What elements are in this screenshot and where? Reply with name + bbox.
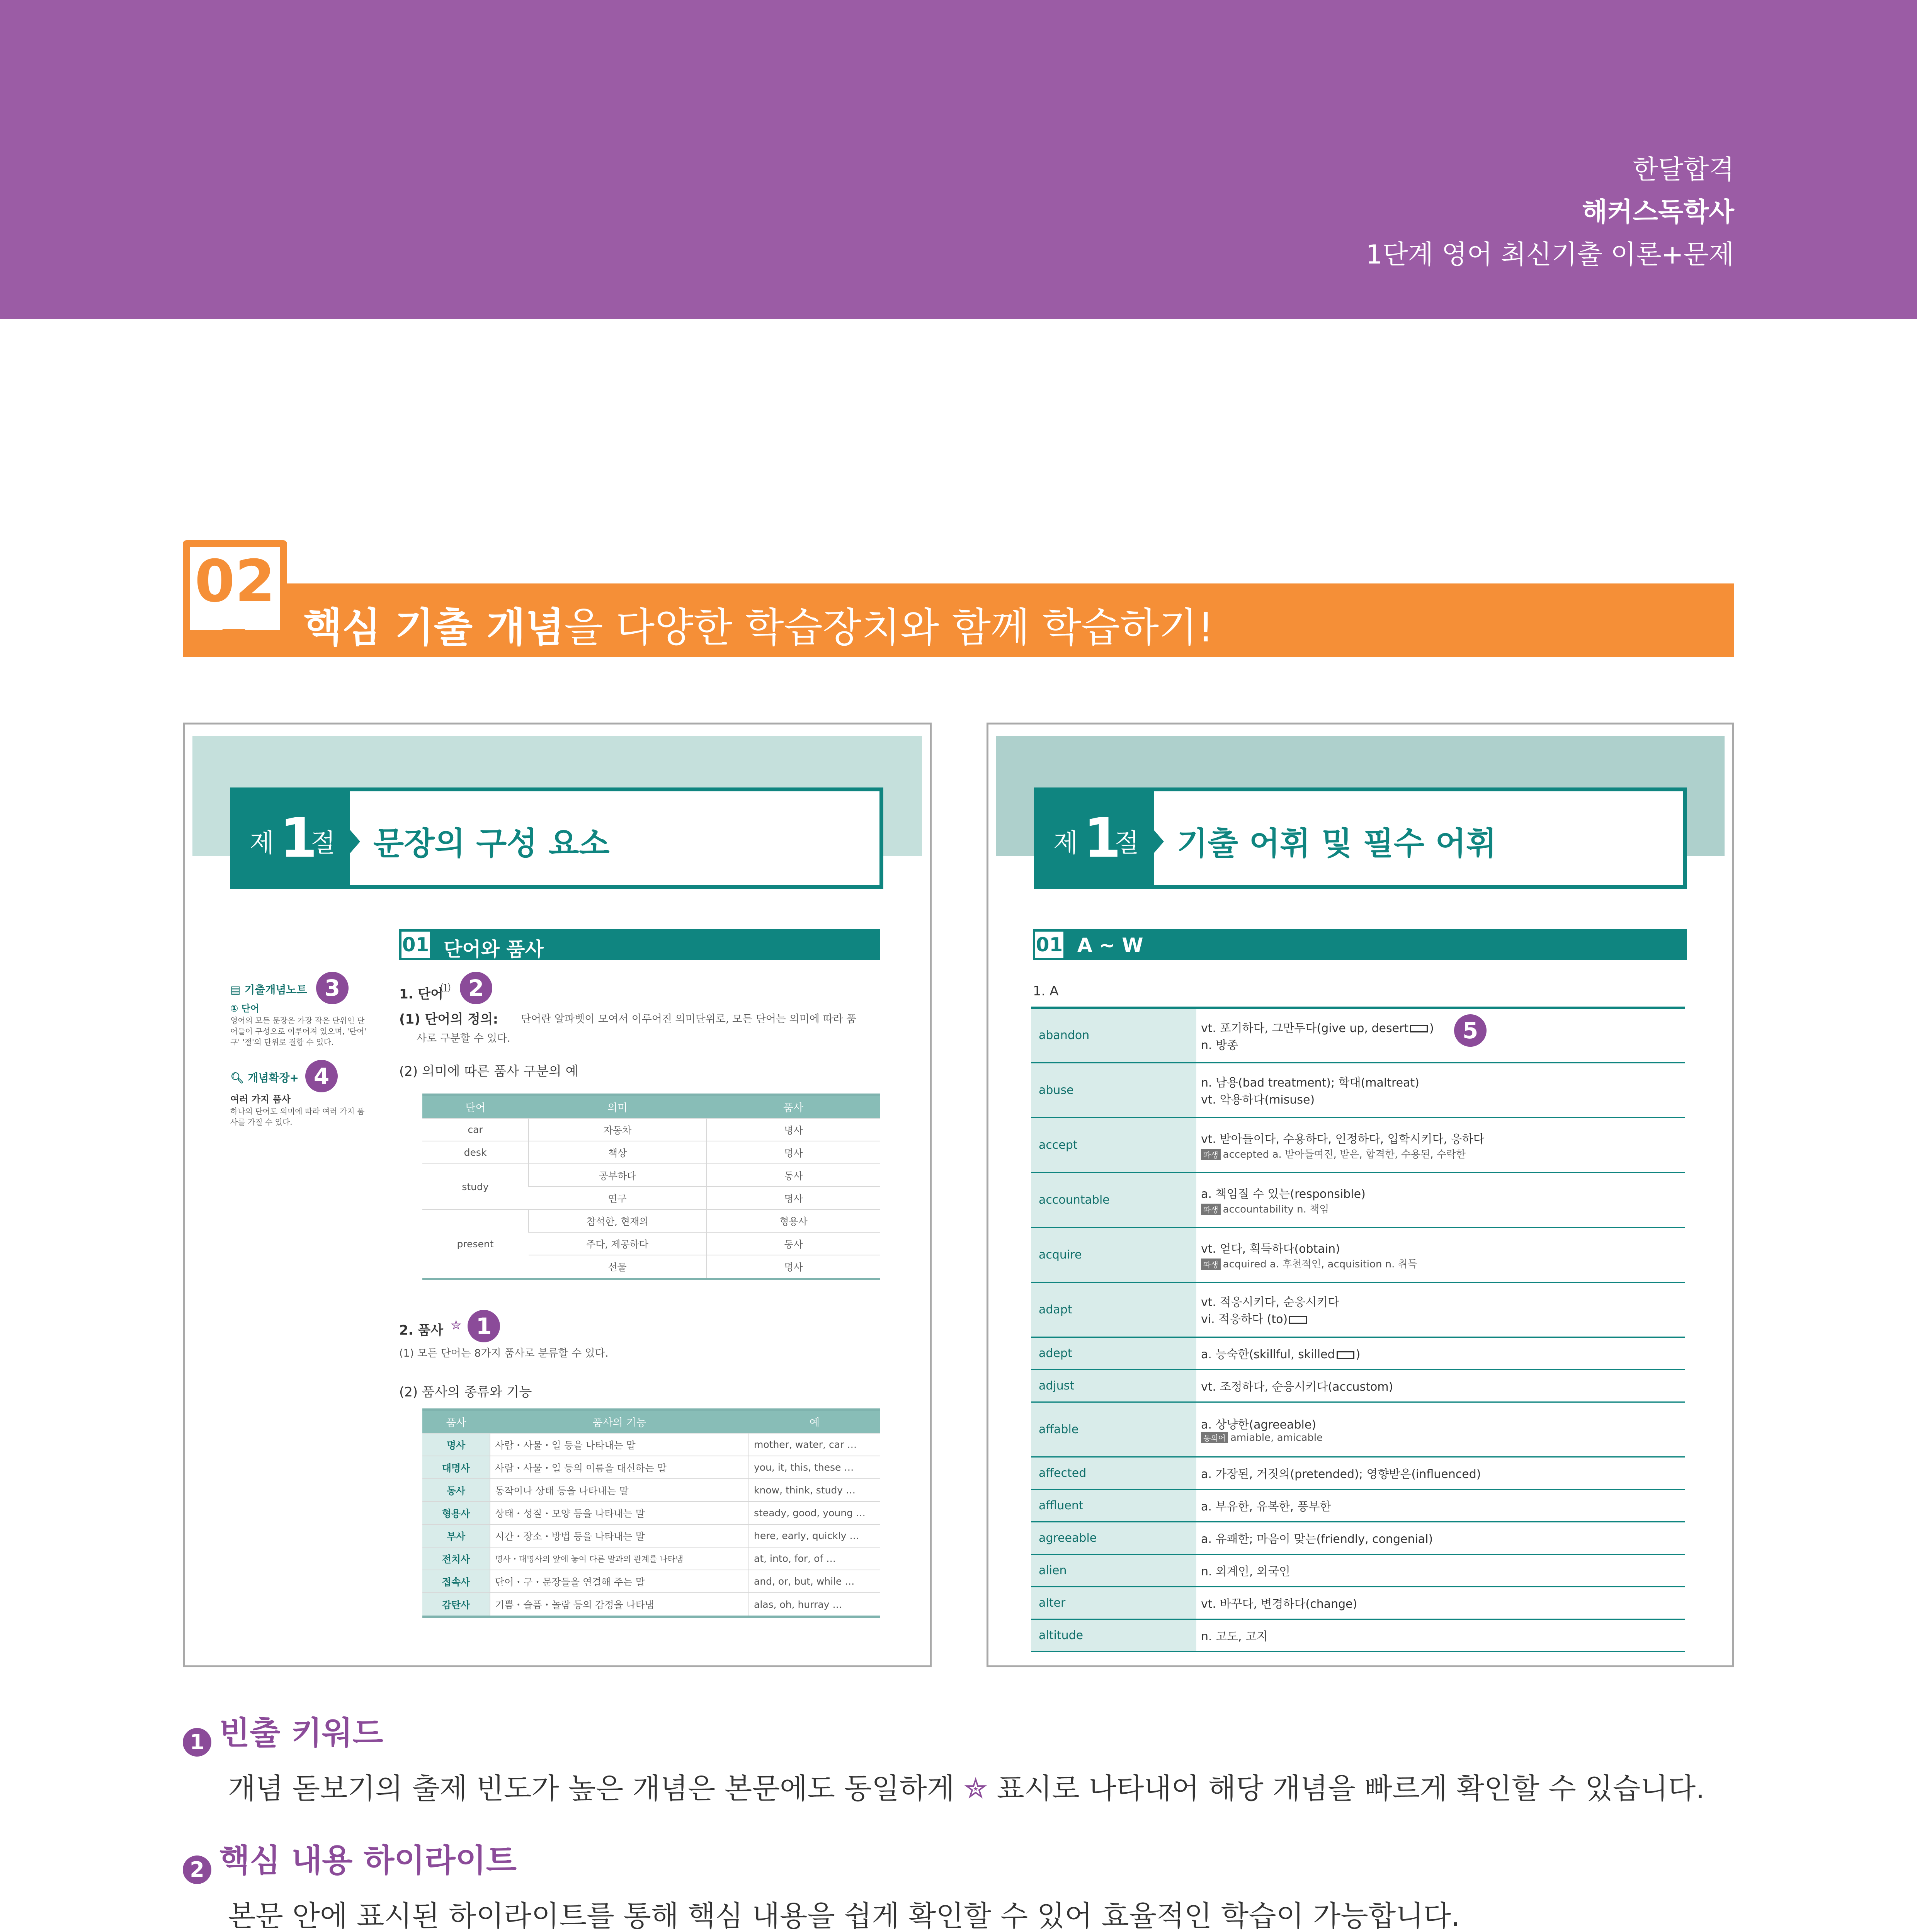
- section-number: 02: [194, 548, 276, 615]
- table-row: 대명사 사람・사물・일 등의 이름을 대신하는 말 you, it, this, these …: [422, 1456, 880, 1479]
- note1-title: ▤ 기출개념노트: [230, 983, 307, 996]
- note1-line: 구' '절'의 단위로 결합 수 있다.: [230, 1037, 334, 1047]
- header-line-3: 1단계 영어 최신기출 이론+문제: [1366, 240, 1734, 270]
- star-icon: ✮: [963, 1772, 988, 1805]
- def-text-2: 사로 구분할 수 있다.: [417, 1032, 510, 1044]
- table-row: 동사 동작이나 상태 등을 나타내는 말 know, think, study …: [422, 1479, 880, 1502]
- table-row: altitude n. 고도, 고지: [1031, 1619, 1685, 1651]
- callout-1: 1: [468, 1310, 500, 1342]
- legend-item-2: 2 핵심 내용 하이라이트: [183, 1835, 517, 1884]
- table-row: affluent a. 부유한, 유복한, 풍부한: [1031, 1489, 1685, 1522]
- table-row: adjust vt. 조정하다, 순응시키다(accustom): [1031, 1369, 1685, 1402]
- pos-example-heading: (2) 의미에 따른 품사 구분의 예: [399, 1064, 578, 1079]
- subsection-number: 01: [399, 929, 432, 960]
- table-header: 품사: [422, 1411, 490, 1433]
- pos-example-table: [422, 1094, 880, 1280]
- callout-5: 5: [1454, 1014, 1487, 1047]
- table-row: accountable a. 책임질 수 있는(responsible) 파생 accountability n. 책임: [1031, 1172, 1685, 1227]
- subsection-number: 01: [1033, 929, 1066, 960]
- table-row: desk 책상 명사: [422, 1141, 880, 1164]
- chapter-header: [1034, 787, 1687, 889]
- table-row: 부사 시간・장소・방법 등을 나타내는 말 here, early, quickly …: [422, 1524, 880, 1547]
- table-row: abandon vt. 포기하다, 그만두다(give up, desert ) n. 방종: [1031, 1008, 1685, 1063]
- frequent-star-icon: ✮: [451, 1318, 462, 1333]
- table-row: 형용사 상태・성질・모양 등을 나타내는 말 steady, good, young …: [422, 1502, 880, 1524]
- subsection-title: 단어와 품사: [444, 938, 544, 961]
- chapter-pre: 제: [1053, 828, 1078, 858]
- callout-4: 4: [305, 1060, 338, 1092]
- note2-head: 여러 가지 품사: [230, 1094, 291, 1105]
- chapter-post: 절: [311, 828, 335, 858]
- subsection-header: [1033, 929, 1687, 960]
- table-row: 주다, 제공하다 동사: [422, 1232, 880, 1255]
- section-title-rest: 을 다양한 학습장치와 함께 학습하기!: [564, 604, 1214, 651]
- heading-pos: 2. 품사: [399, 1323, 444, 1338]
- table-row: 연구 명사: [422, 1187, 880, 1209]
- subsection-title: A ~ W: [1077, 934, 1143, 956]
- section-badge-tail: [222, 629, 245, 645]
- table-row: agreeable a. 유쾌한; 마음이 맞는(friendly, congenial): [1031, 1522, 1685, 1554]
- chapter-number: 1: [280, 807, 318, 870]
- note2-title: 🔍︎ 개념확장+: [230, 1071, 299, 1084]
- chapter-label: [234, 791, 350, 885]
- left-sample-page: [183, 723, 932, 1667]
- table-row: 선물 명사: [422, 1255, 880, 1278]
- legend-item-1: 1 빈출 키워드: [183, 1708, 383, 1757]
- def-text: 단어란 알파벳이 모여서 이루어진 의미단위로, 모든 단어는 의미에 따라 품: [521, 1013, 857, 1025]
- section-title-bold: 핵심 기출 개념: [303, 604, 565, 651]
- legend-desc-2: 본문 안에 표시된 하이라이트를 통해 핵심 내용을 쉽게 확인할 수 있어 효율적인 학습이 가능합니다.: [228, 1900, 1460, 1932]
- note2-line: 하나의 단어도 의미에 따라 여러 가지 품: [230, 1107, 365, 1116]
- heading-word-sup: ⑴: [441, 983, 451, 994]
- def-label: (1) 단어의 정의:: [399, 1012, 498, 1027]
- table-row: car 자동차 명사: [422, 1118, 880, 1141]
- header-line-2: 해커스독학사: [1582, 197, 1734, 228]
- chapter-header: [230, 787, 883, 889]
- frequent-word-mark: [1337, 1351, 1354, 1359]
- table-row: 감탄사 기쁨・슬픔・놀람 등의 감정을 나타냄 alas, oh, hurray …: [422, 1593, 880, 1616]
- subsection-header: [399, 929, 880, 960]
- table-row: affable a. 상냥한(agreeable) 동의어 amiable, amicable: [1031, 1402, 1685, 1457]
- chapter-arrow: [350, 830, 360, 853]
- table-row: present 참석한, 현재의 형용사: [422, 1209, 880, 1232]
- table-row: 명사 사람・사물・일 등을 나타내는 말 mother, water, car …: [422, 1433, 880, 1456]
- heading-letter-a: 1. A: [1033, 983, 1059, 999]
- callout-2: 2: [460, 972, 492, 1004]
- frequent-word-mark: [1289, 1316, 1307, 1324]
- pos-types-heading: (2) 품사의 종류와 기능: [399, 1384, 532, 1400]
- note1-head: ① 단어: [230, 1003, 260, 1014]
- table-header: 예: [749, 1411, 880, 1433]
- note1-line: 영어의 모든 문장은 가장 작은 단위인 단: [230, 1016, 365, 1025]
- table-row: 접속사 단어・구・문장들을 연결해 주는 말 and, or, but, while …: [422, 1570, 880, 1593]
- chapter-number: 1: [1084, 807, 1121, 870]
- table-row: adept a. 능숙한(skillful, skilled ): [1031, 1337, 1685, 1369]
- chapter-arrow: [1154, 830, 1164, 853]
- table-header: 단어: [422, 1096, 529, 1118]
- chapter-title: 기출 어휘 및 필수 어휘: [1177, 825, 1497, 862]
- frequent-word-mark: [1410, 1025, 1428, 1032]
- table-row: alter vt. 바꾸다, 변경하다(change): [1031, 1587, 1685, 1619]
- table-row: adapt vt. 적응시키다, 순응시키다 vi. 적응하다 (to): [1031, 1282, 1685, 1337]
- chapter-title: 문장의 구성 요소: [373, 825, 610, 862]
- table-row: accept vt. 받아들이다, 수용하다, 인정하다, 입학시키다, 응하다 파생 accepted a. 받아들여진, 받은, 합격한, 수용된, 수락한: [1031, 1117, 1685, 1172]
- legend-desc-1: 개념 돋보기의 출제 빈도가 높은 개념은 본문에도 동일하게 ✮ 표시로 나타내어 해당 개념을 빠르게 확인할 수 있습니다.: [228, 1772, 1705, 1805]
- page-header: [0, 0, 1917, 319]
- table-header: 품사의 기능: [490, 1411, 749, 1433]
- pos-intro: (1) 모든 단어는 8가지 품사로 분류할 수 있다.: [399, 1347, 609, 1359]
- chapter-post: 절: [1114, 828, 1139, 858]
- table-row: acquire vt. 얻다, 획득하다(obtain) 파생 acquired a. 후천적인, acquisition n. 취득: [1031, 1227, 1685, 1282]
- table-header: 품사: [706, 1096, 880, 1118]
- chapter-pre: 제: [250, 828, 274, 858]
- note2-line: 사를 가질 수 있다.: [230, 1117, 293, 1127]
- pos-function-table: [422, 1408, 880, 1618]
- heading-word: 1. 단어: [399, 986, 444, 1002]
- note1-line: 어들이 구성으로 이루어져 있으며, '단어': [230, 1027, 366, 1036]
- magnifier-icon: 🔍︎: [230, 1071, 244, 1084]
- table-row: affected a. 가장된, 거짓의(pretended); 영향받은(influenced): [1031, 1457, 1685, 1489]
- header-line-1: 한달합격: [1633, 155, 1734, 185]
- section-title: [303, 595, 1214, 653]
- table-row: 전치사 명사・대명사의 앞에 놓여 다른 말과의 관계를 나타냄 at, into, for, of …: [422, 1547, 880, 1570]
- table-row: study 공부하다 동사: [422, 1164, 880, 1187]
- callout-3: 3: [316, 972, 349, 1004]
- table-header: 의미: [529, 1096, 706, 1118]
- table-row: abuse n. 남용(bad treatment); 학대(maltreat) vt. 악용하다(misuse): [1031, 1063, 1685, 1117]
- vocabulary-table: [1031, 1007, 1685, 1652]
- table-row: alien n. 외계인, 외국인: [1031, 1554, 1685, 1587]
- chapter-label: [1038, 791, 1154, 885]
